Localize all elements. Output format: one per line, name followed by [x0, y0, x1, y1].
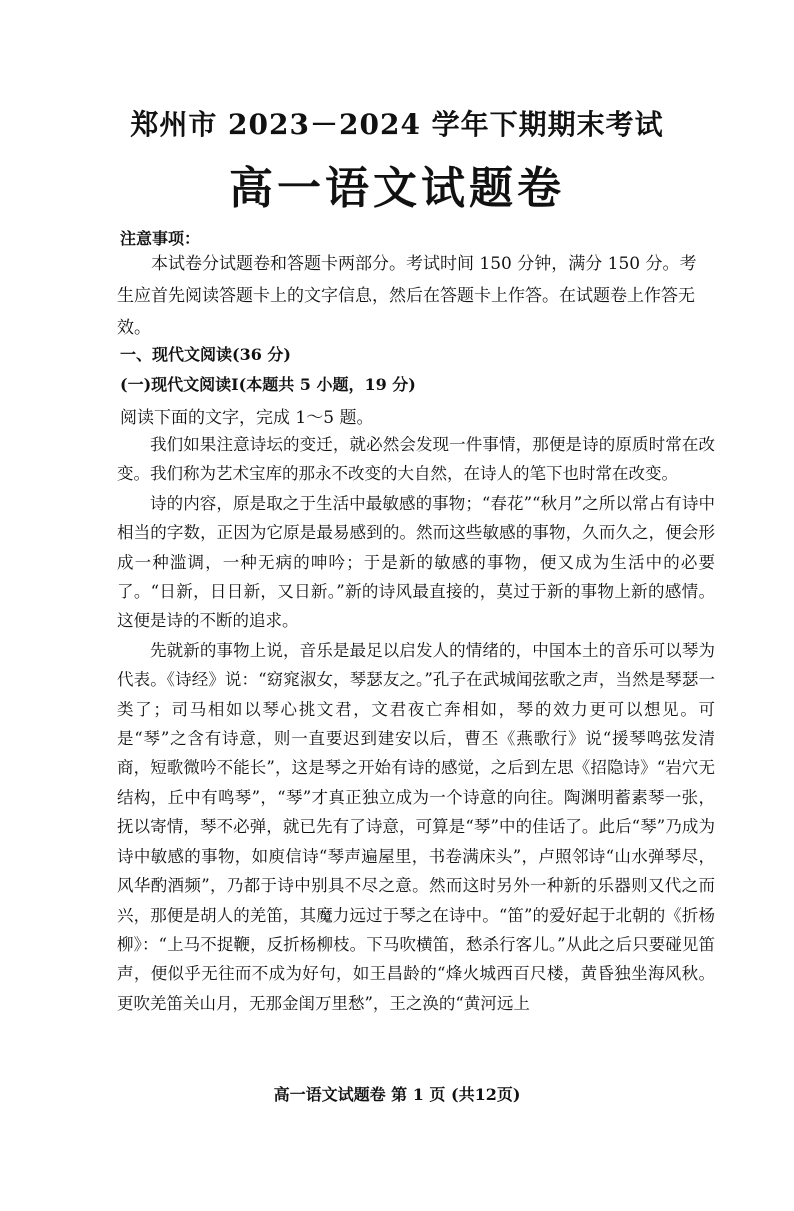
passage-paragraph: 先就新的事物上说，音乐是最足以启发人的情绪的，中国本土的音乐可以琴为代表。《诗经》说：“窈窕淑女，琴瑟友之。”孔子在武城闻弦歌之声，当然是琴瑟一类了；司马相如以琴心挑文君，文君夜亡奔相如，琴的效力更可以想见。可是“琴”之含有诗意，则一直要迟到建安以后，曹丕《燕歌行》说“援琴鸣弦发清商，短歌微吟不能长”，这是琴之开始有诗的感觉，之后到左思《招隐诗》“岩穴无结构，丘中有鸣琴”，“琴”才真正独立成为一个诗意的向往。陶渊明蓄素琴一张，抚以寄情，琴不必弹，就已先有了诗意，可算是“琴”中的佳话了。此后“琴”乃成为诗中敏感的事物，如庾信诗“琴声遍屋里，书卷满床头”，卢照邻诗“山水弹琴尽，风华酌酒频”，乃都于诗中别具不尽之意。然而这时另外一种新的乐器则又代之而兴，那便是胡人的羌笛，其魔力远过于琴之在诗中。“笛”的爱好起于北朝的《折杨柳》：“上马不捉鞭，反折杨柳枝。下马吹横笛，愁杀行客儿。”从此之后只要碰见笛声，便似乎无往而不成为好句，如王昌龄的“烽火城西百尺楼，黄昏独坐海风秋。更吹羌笛关山月，无那金闺万里愁”，王之涣的“黄河远上: [117, 640, 715, 1013]
subsection-title: (一)现代文阅读Ⅰ(本题共 5 小题，19 分): [120, 375, 416, 394]
exam-title: 郑州市 2023－2024 学年下期期末考试: [130, 108, 664, 141]
notice-text: 本试卷分试题卷和答题卡两部分。考试时间 150 分钟，满分 150 分。考生应首先阅读答题卡上的文字信息，然后在答题卡上作答。在试题卷上作答无效。: [117, 254, 697, 338]
passage-paragraph: 诗的内容，原是取之于生活中最敏感的事物；“春花”“秋月”之所以常占有诗中相当的字数，正因为它原是最易感到的。然而这些敏感的事物，久而久之，便会形成一种滥调，一种无病的呻吟；于是新的敏感的事物，便又成为生活中的必要了。“日新，日日新，又日新。”新的诗风最直接的，莫过于新的事物上新的感情。这便是诗的不断的追求。: [117, 493, 715, 631]
page-footer: 高一语文试题卷 第 1 页 (共12页): [273, 1085, 521, 1104]
notice-heading: 注意事项：: [120, 229, 201, 248]
passage-paragraph: 我们如果注意诗坛的变迁，就必然会发现一件事情，那便是诗的原质时常在改变。我们称为艺术宝库的那永不改变的大自然，在诗人的笔下也时常在改变。: [117, 435, 715, 484]
section-title: 一、现代文阅读(36 分): [120, 345, 291, 364]
paper-title: 高一语文试题卷: [229, 163, 565, 214]
reading-instruction: 阅读下面的文字，完成 1～5 题。: [120, 408, 374, 428]
reading-passage: [117, 430, 715, 1018]
